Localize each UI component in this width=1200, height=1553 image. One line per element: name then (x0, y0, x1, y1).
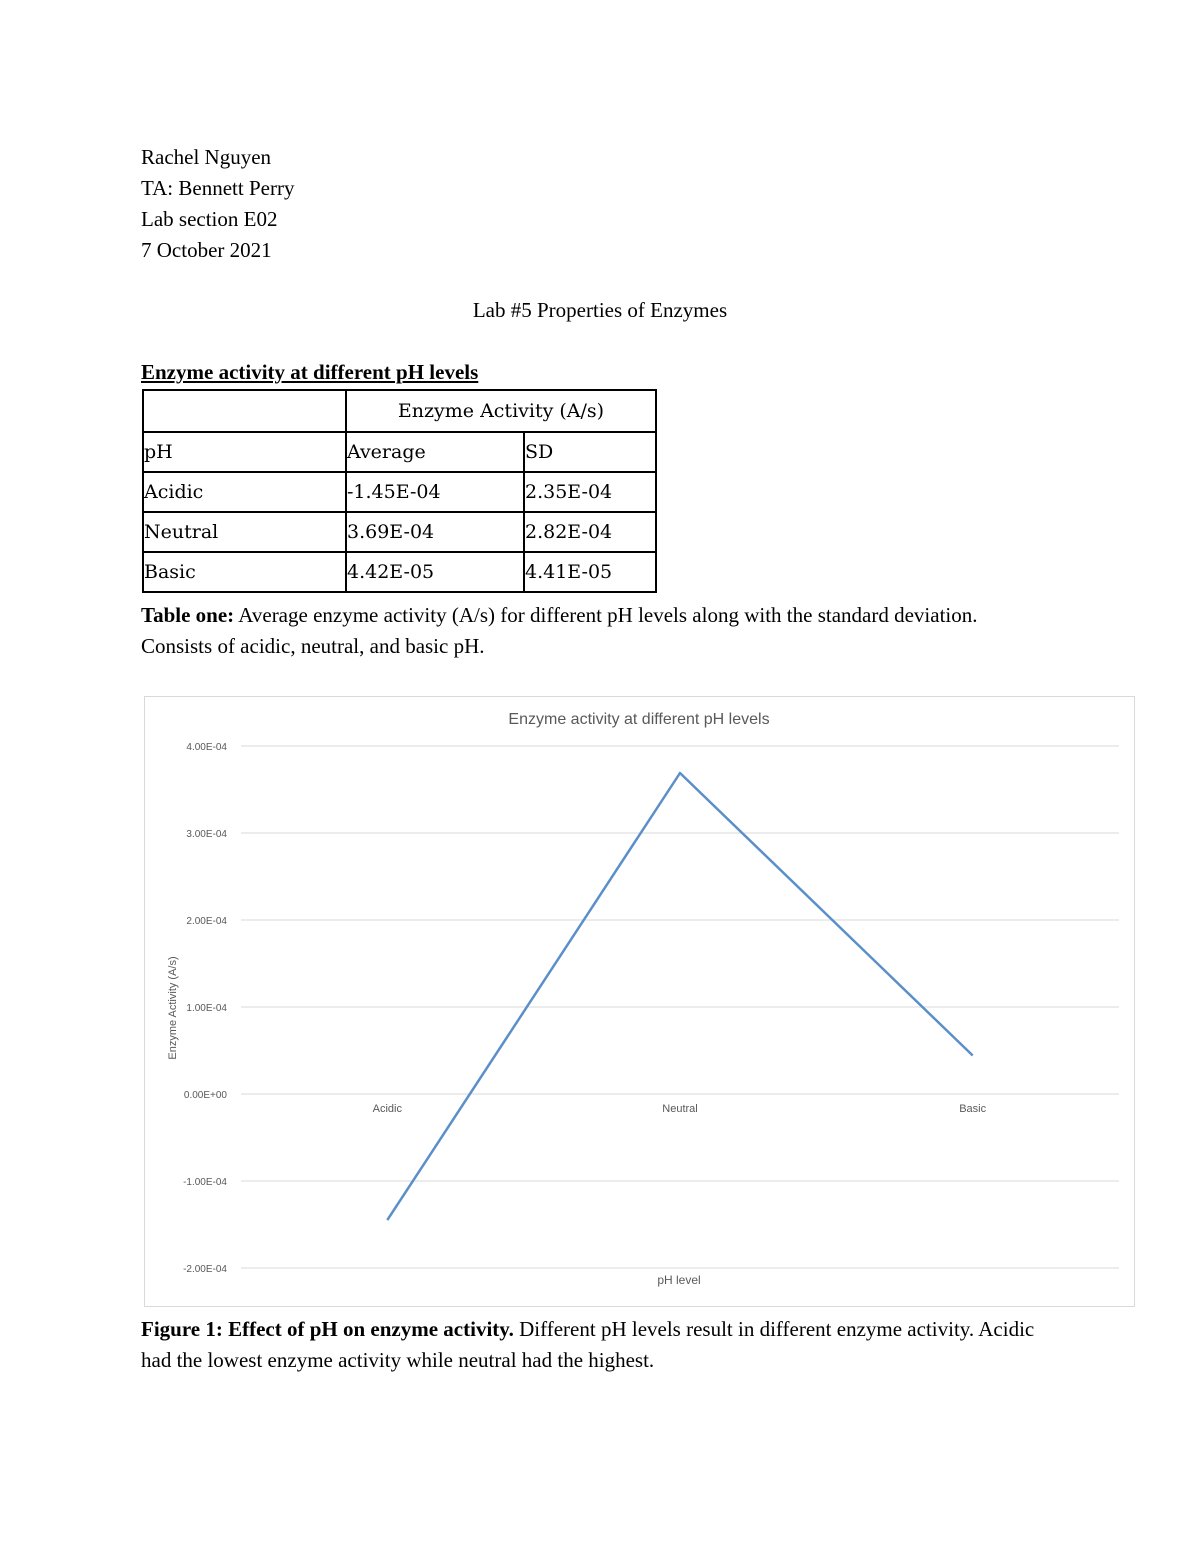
table-caption (141, 600, 1041, 662)
table-row (143, 512, 656, 552)
gridlines (241, 746, 1119, 1268)
table-header-row (143, 432, 656, 472)
table-row (143, 472, 656, 512)
enzyme-activity-table (142, 389, 657, 593)
x-category-label: Neutral (662, 1103, 698, 1115)
ta-name: TA: Bennett Perry (141, 176, 295, 200)
table-heading: Enzyme activity at different pH levels (141, 360, 479, 384)
y-tick-label: 0.00E+00 (183, 1090, 227, 1101)
enzyme-activity-chart (144, 696, 1135, 1307)
figure-caption-text: Different pH levels result in different enzyme activity. Acidic had the lowest enzyme activity while neutral had the highest. (141, 1317, 1035, 1372)
header-block (141, 142, 294, 266)
report-date: 7 October 2021 (141, 238, 272, 262)
table-caption-label: Table one: (141, 603, 235, 627)
lab-section: Lab section E02 (141, 207, 278, 231)
x-category-label: Basic (959, 1103, 987, 1115)
y-tick-label: -2.00E-04 (183, 1264, 227, 1275)
x-category-label: Acidic (372, 1103, 403, 1115)
table-cell-ph: Neutral (143, 512, 346, 552)
y-tick-label: 1.00E-04 (186, 1003, 227, 1014)
x-axis-label: pH level (657, 1273, 701, 1287)
x-category-labels (373, 1103, 987, 1115)
column-header-sd: SD (524, 432, 656, 472)
table-cell-sd: 4.41E-05 (524, 552, 656, 592)
table-cell-ph: Basic (143, 552, 346, 592)
y-axis-label: Enzyme Activity (A/s) (167, 956, 179, 1060)
table-caption-text: Average enzyme activity (A/s) for different pH levels along with the standard deviation. Consists of acidic, neutral, and basic pH. (141, 603, 978, 658)
table-cell-average: 4.42E-05 (346, 552, 524, 592)
chart-canvas (145, 697, 1134, 1306)
chart-title: Enzyme activity at different pH levels (508, 711, 770, 728)
series-line-average (387, 773, 972, 1220)
table-group-header-row (143, 390, 656, 432)
series-lines (387, 773, 972, 1220)
table-group-header: Enzyme Activity (A/s) (346, 390, 656, 432)
column-header-ph: pH (143, 432, 346, 472)
table-cell-sd: 2.82E-04 (524, 512, 656, 552)
y-tick-label: 2.00E-04 (186, 916, 227, 927)
document-title: Lab #5 Properties of Enzymes (472, 298, 728, 322)
y-tick-label: -1.00E-04 (183, 1177, 227, 1188)
y-tick-label: 3.00E-04 (186, 829, 227, 840)
table-corner-cell (143, 390, 346, 432)
table-cell-average: -1.45E-04 (346, 472, 524, 512)
table-cell-ph: Acidic (143, 472, 346, 512)
table-cell-average: 3.69E-04 (346, 512, 524, 552)
y-tick-label: 4.00E-04 (186, 742, 227, 753)
author-name: Rachel Nguyen (141, 145, 272, 169)
table-cell-sd: 2.35E-04 (524, 472, 656, 512)
table-row (143, 552, 656, 592)
figure-caption-label: Figure 1: Effect of pH on enzyme activity. (141, 1317, 514, 1341)
y-tick-labels (183, 742, 227, 1275)
figure-caption (141, 1314, 1041, 1376)
column-header-average: Average (346, 432, 524, 472)
